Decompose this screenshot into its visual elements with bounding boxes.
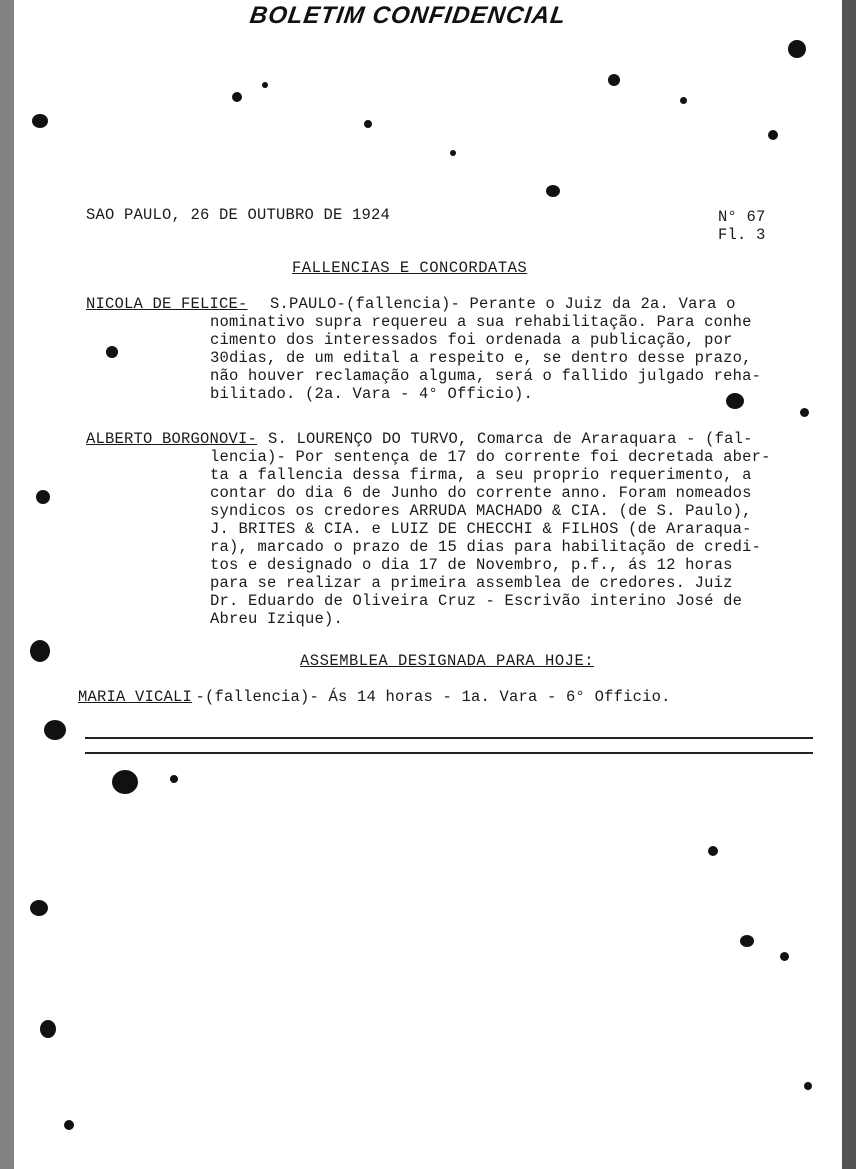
- entry-text-line: contar do dia 6 de Junho do corrente anno. Foram nomeados: [210, 484, 752, 502]
- entry-text-line: S.PAULO-(fallencia)- Perante o Juiz da 2a. Vara o: [270, 295, 736, 313]
- entry-text-line: para se realizar a primeira assemblea de credores. Juiz: [210, 574, 733, 592]
- entry-text-line: bilitado. (2a. Vara - 4° Officio).: [210, 385, 534, 403]
- entry-text-line: syndicos os credores ARRUDA MACHADO & CIA. (de S. Paulo),: [210, 502, 752, 520]
- entry-text-line: -(fallencia)- Ás 14 horas - 1a. Vara - 6° Officio.: [186, 688, 671, 706]
- section-title: FALLENCIAS E CONCORDATAS: [292, 259, 528, 277]
- entry-name: ALBERTO BORGONOVI-: [86, 430, 258, 448]
- masthead-title: BOLETIM CONFIDENCIAL: [248, 2, 568, 29]
- entry-text-line: ta a fallencia dessa firma, a seu proprio requerimento, a: [210, 466, 752, 484]
- entry-text-line: nominativo supra requereu a sua rehabilitação. Para conhe: [210, 313, 752, 331]
- section-title: ASSEMBLEA DESIGNADA PARA HOJE:: [300, 652, 595, 670]
- entry-text-line: Dr. Eduardo de Oliveira Cruz - Escrivão interino José de: [210, 592, 743, 610]
- place-date: SAO PAULO, 26 DE OUTUBRO DE 1924: [86, 206, 391, 224]
- entry-text-line: não houver reclamação alguma, será o fallido julgado reha-: [210, 367, 762, 385]
- entry-text-line: S. LOURENÇO DO TURVO, Comarca de Araraquara - (fal-: [268, 430, 753, 448]
- entry-text-line: lencia)- Por sentença de 17 do corrente foi decretada aber-: [210, 448, 771, 466]
- divider-rule: [85, 737, 813, 739]
- issue-number: N° 67: [718, 208, 766, 226]
- entry-name: NICOLA DE FELICE-: [86, 295, 248, 313]
- entry-text-line: 30dias, de um edital a respeito e, se dentro desse prazo,: [210, 349, 752, 367]
- entry-text-line: J. BRITES & CIA. e LUIZ DE CHECCHI & FILHOS (de Araraqua-: [210, 520, 752, 538]
- entry-name: MARIA VICALI: [78, 688, 193, 706]
- folio-number: Fl. 3: [718, 226, 766, 244]
- entry-text-line: cimento dos interessados foi ordenada a publicação, por: [210, 331, 733, 349]
- entry-text-line: Abreu Izique).: [210, 610, 344, 628]
- entry-text-line: ra), marcado o prazo de 15 dias para habilitação de credi-: [210, 538, 762, 556]
- entry-text-line: tos e designado o dia 17 de Novembro, p.f., ás 12 horas: [210, 556, 733, 574]
- divider-rule: [85, 752, 813, 754]
